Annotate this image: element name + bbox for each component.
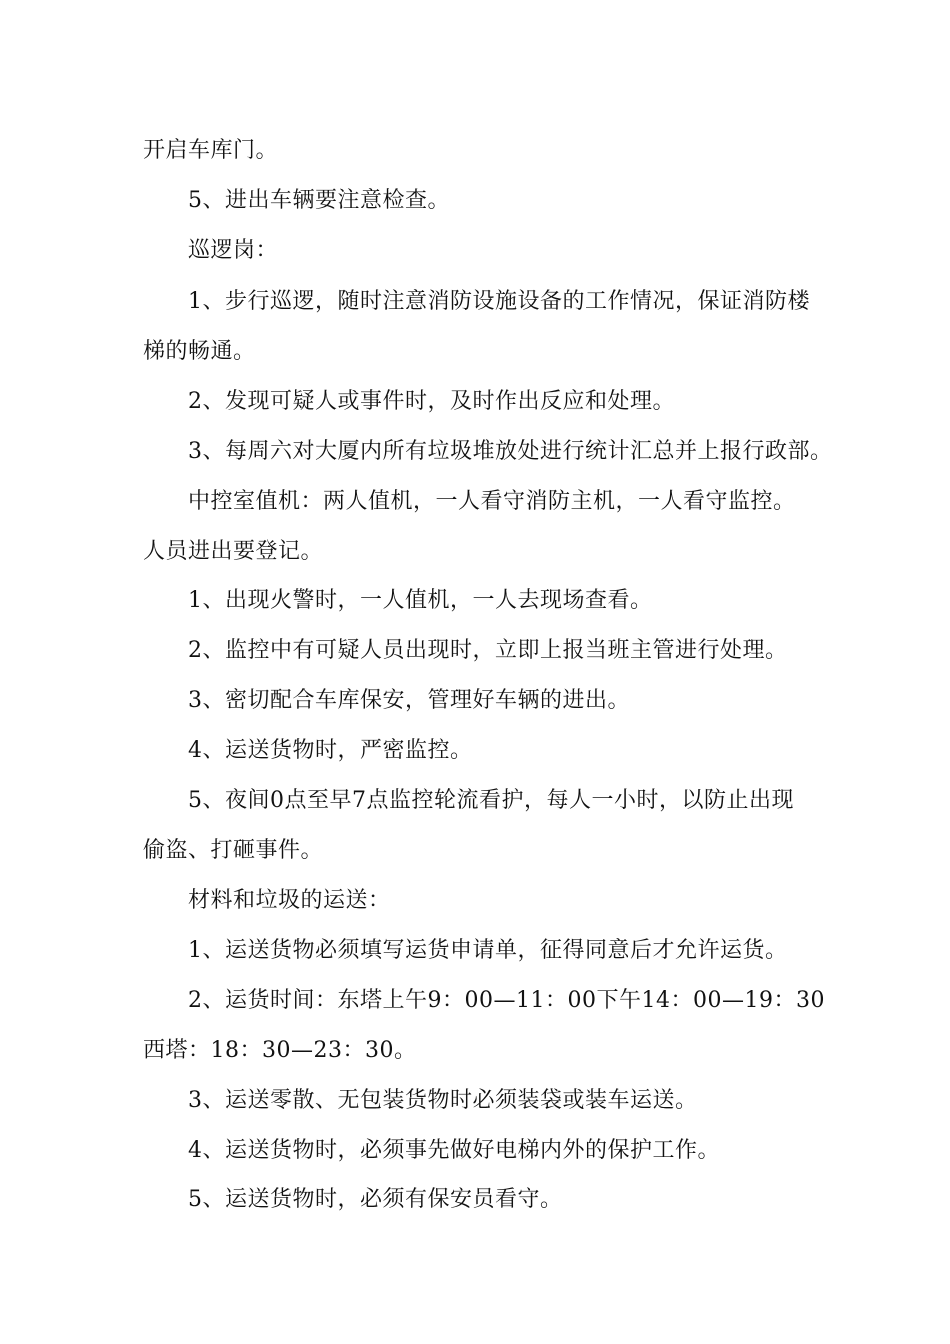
text-line: 开启车库门。 [143,138,279,163]
section-heading-patrol: 巡逻岗： [188,238,279,263]
text-line: 西塔：18：30—23：30。 [143,1038,417,1063]
text-line: 1、出现火警时，一人值机，一人去现场查看。 [188,588,653,613]
text-line: 2、运货时间：东塔上午9：00—11：00下午14：00—19：30 [188,988,825,1013]
text-line: 3、密切配合车库保安，管理好车辆的进出。 [188,688,630,713]
text-line: 4、运送货物时，必须事先做好电梯内外的保护工作。 [188,1138,720,1163]
text-line: 5、进出车辆要注意检查。 [188,188,450,213]
text-line: 3、每周六对大厦内所有垃圾堆放处进行统计汇总并上报行政部。 [188,439,833,464]
text-line: 梯的畅通。 [143,339,256,364]
section-heading-transport: 材料和垃圾的运送： [188,888,391,913]
text-line: 4、运送货物时，严密监控。 [188,738,473,763]
text-line: 5、夜间0点至早7点监控轮流看护，每人一小时，以防止出现 [188,788,794,813]
text-line: 人员进出要登记。 [143,539,324,564]
text-line: 1、步行巡逻，随时注意消防设施设备的工作情况，保证消防楼 [188,289,810,314]
text-line: 3、运送零散、无包装货物时必须装袋或装车运送。 [188,1088,698,1113]
text-line: 5、运送货物时，必须有保安员看守。 [188,1187,563,1212]
text-line: 2、发现可疑人或事件时，及时作出反应和处理。 [188,389,675,414]
section-heading-control-room: 中控室值机：两人值机，一人看守消防主机，一人看守监控。 [188,489,796,514]
text-line: 偷盗、打砸事件。 [143,838,324,863]
text-line: 2、监控中有可疑人员出现时，立即上报当班主管进行处理。 [188,638,788,663]
text-line: 1、运送货物必须填写运货申请单，征得同意后才允许运货。 [188,938,788,963]
